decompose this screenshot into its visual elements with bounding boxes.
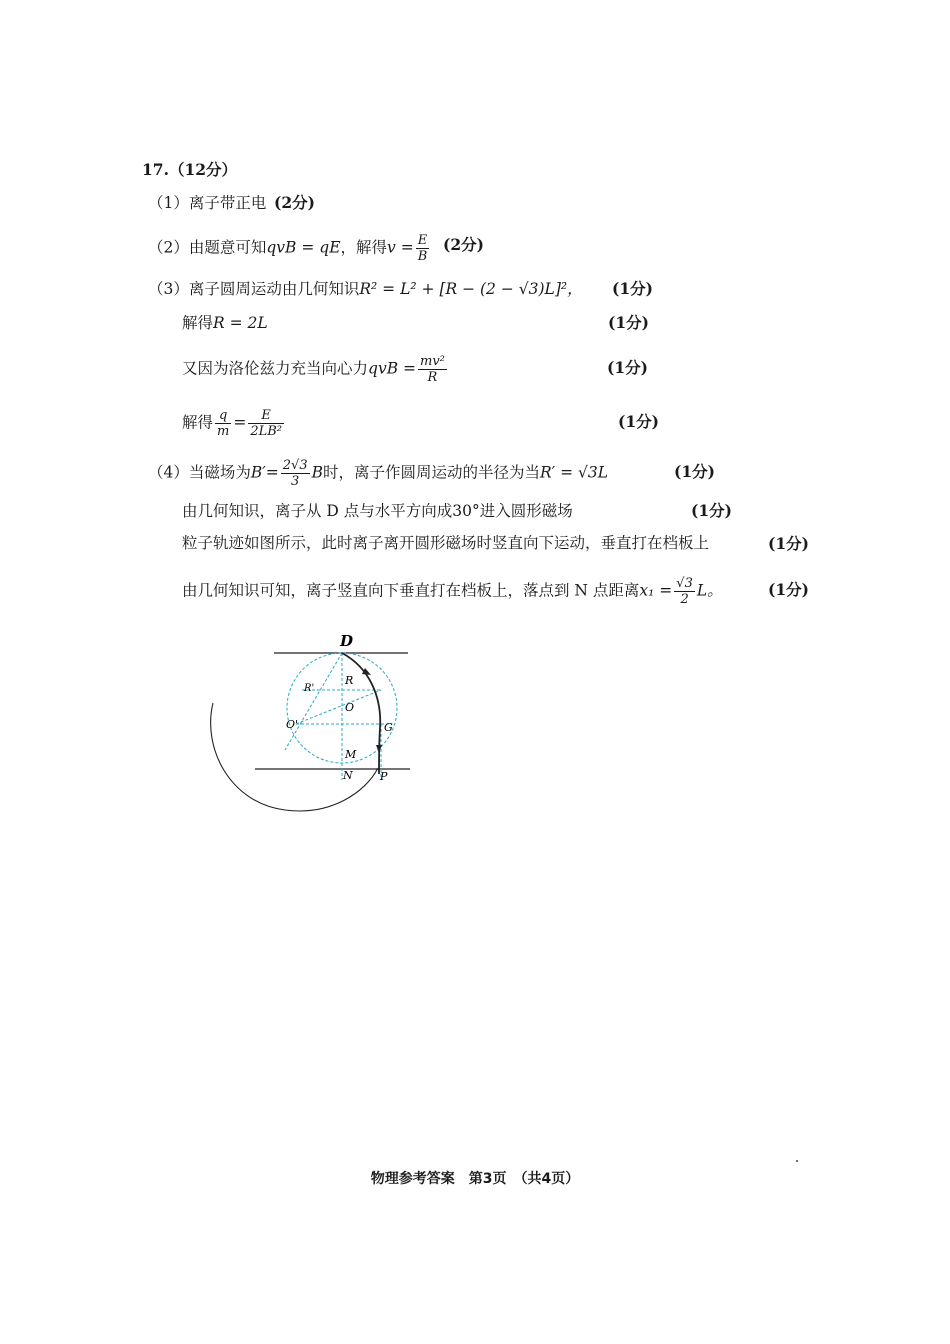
radius-dashed-line (285, 653, 342, 750)
part4-b-tail: B (311, 463, 323, 482)
part4-b-num: 2√3 (282, 458, 308, 473)
part3-lorentz-prefix: 又因为洛伦兹力充当向心力 (182, 359, 369, 378)
part4-x-tail: L。 (696, 581, 723, 600)
part4-x-fraction (674, 576, 695, 607)
part2-den: B (417, 249, 428, 264)
part3-result-fraction (248, 408, 284, 439)
part3-q: q (215, 408, 231, 424)
part4-r: R′ = √3L (540, 463, 609, 482)
label-O: O (345, 701, 355, 714)
label-D: D (340, 632, 354, 650)
part3-solve1-eq: R = 2L (213, 314, 268, 332)
label-M: M (345, 748, 357, 761)
part3-lorentz-fraction (418, 354, 447, 385)
part4-line1 (148, 458, 608, 489)
part3-lorentz-num: mv² (420, 354, 445, 369)
part3-qm-fraction (215, 408, 231, 439)
part3-mark2: (1分) (608, 313, 649, 332)
label-P: P (380, 770, 388, 783)
part4-b-den: 3 (291, 474, 300, 489)
part4-line4-prefix: 由几何知识可知，离子竖直向下垂直打在档板上，落点到 N 点距离 (182, 581, 640, 600)
part3-line3 (182, 354, 449, 385)
label-R: R (345, 674, 354, 687)
part4-mark1: (1分) (674, 462, 715, 481)
part3-mark3: (1分) (607, 358, 648, 377)
part4-mark4: (1分) (768, 580, 809, 599)
part2-mark: (2分) (443, 235, 484, 254)
part2-v: v = (387, 238, 414, 257)
part3-result-den: 2LB² (250, 424, 283, 439)
label-N: N (343, 769, 353, 782)
label-R-prime: R' (304, 683, 315, 694)
part4-b: B′= (250, 463, 279, 482)
part2-equation: qvB = qE (266, 238, 341, 257)
part3-line2 (182, 313, 268, 333)
part4-line2: 由几何知识，离子从 D 点与水平方向成30°进入圆形磁场 (182, 502, 573, 520)
part3-m: m (217, 424, 230, 439)
part2-line (148, 233, 431, 264)
part4-b-fraction (281, 458, 310, 489)
trajectory-arrow-1 (362, 668, 371, 675)
part3-mark4: (1分) (618, 412, 659, 431)
part3-line4 (182, 408, 286, 439)
part3-prefix: （3）离子圆周运动由几何知识 (148, 280, 360, 298)
part3-solve1-prefix: 解得 (182, 314, 214, 332)
part3-lorentz-eq: qvB = (368, 359, 416, 378)
part3-result-num: E (248, 408, 284, 424)
part2-prefix: （2）由题意可知 (148, 238, 267, 257)
part3-lorentz-den: R (427, 370, 438, 385)
part4-x: x₁ = (639, 581, 673, 600)
part4-mark2: (1分) (691, 501, 732, 520)
part2-num: E (416, 233, 430, 249)
part4-mark3: (1分) (768, 534, 809, 553)
part2-mid: ，解得 (340, 238, 388, 257)
part1-text: （1）离子带正电 (148, 194, 267, 212)
part3-mark1: (1分) (612, 279, 653, 298)
page-footer: 物理参考答案 第3页 （共4页） (370, 1171, 580, 1187)
part4-mid: 时，离子作圆周运动的半径为当 (323, 463, 541, 482)
part3-equation: R² = L² + [R − (2 − √3)L]²， (359, 280, 583, 298)
part4-line3: 粒子轨迹如图所示，此时离子离开圆形磁场时竖直向下运动，垂直打在档板上 (182, 534, 710, 552)
part4-line4 (182, 576, 723, 607)
part2-fraction (416, 233, 430, 264)
part3-solve2-prefix: 解得 (182, 413, 214, 432)
stray-dot (796, 1160, 798, 1162)
label-G: G (384, 721, 393, 734)
oprime-diagonal-dashed-line (296, 690, 381, 724)
part4-x-den: 2 (680, 592, 689, 607)
problem-header: 17.（12分） (142, 160, 238, 179)
part4-prefix: （4）当磁场为 (148, 463, 251, 482)
label-O-prime: O' (286, 718, 299, 731)
part4-x-num: √3 (676, 576, 693, 591)
part3-line1 (148, 279, 583, 299)
part1-mark: (2分) (274, 193, 315, 212)
part3-equals: = (233, 413, 247, 432)
trajectory-diagram (200, 628, 430, 823)
